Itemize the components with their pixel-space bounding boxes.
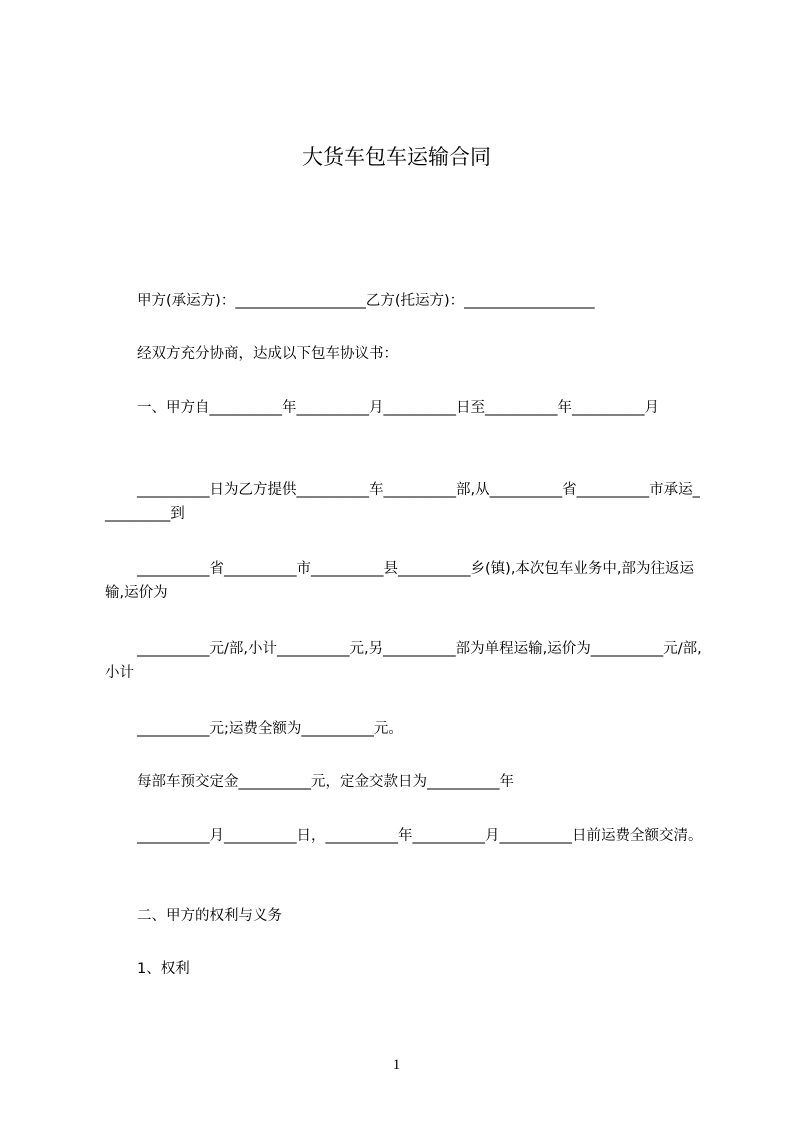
paragraph-clause-1-destination: __________省__________市__________县__________乡(镇),本次包车业务中,部为往返运输,运价为 [105,561,695,601]
paragraph-clause-1-total: __________元;运费全额为__________元。 [137,721,403,737]
paragraph-clause-1-vehicles: __________日为乙方提供__________车__________部,从__________省__________市承运__________到 [105,482,700,522]
paragraph-parties: 甲方(承运方)：__________________乙方(托运方)：__________________ [137,293,595,309]
document-title: 大货车包车运输合同 [302,145,491,169]
page-number: 1 [392,1057,401,1073]
paragraph-payment-deadline: __________月__________日，__________年__________月__________日前运费全额交清。 [137,828,703,844]
subsection-heading-rights: 1、权利 [137,961,190,977]
paragraph-clause-1-dates: 一、甲方自__________年__________月__________日至__________年__________月 [137,400,659,416]
paragraph-deposit: 每部车预交定金__________元，定金交款日为__________年 [137,774,514,790]
paragraph-intro: 经双方充分协商，达成以下包车协议书： [137,346,398,362]
section-heading-party-a-rights: 二、甲方的权利与义务 [137,908,282,924]
paragraph-clause-1-price: __________元/部,小计__________元,另__________部为单程运输,运价为__________元/部,小计 [105,641,702,681]
